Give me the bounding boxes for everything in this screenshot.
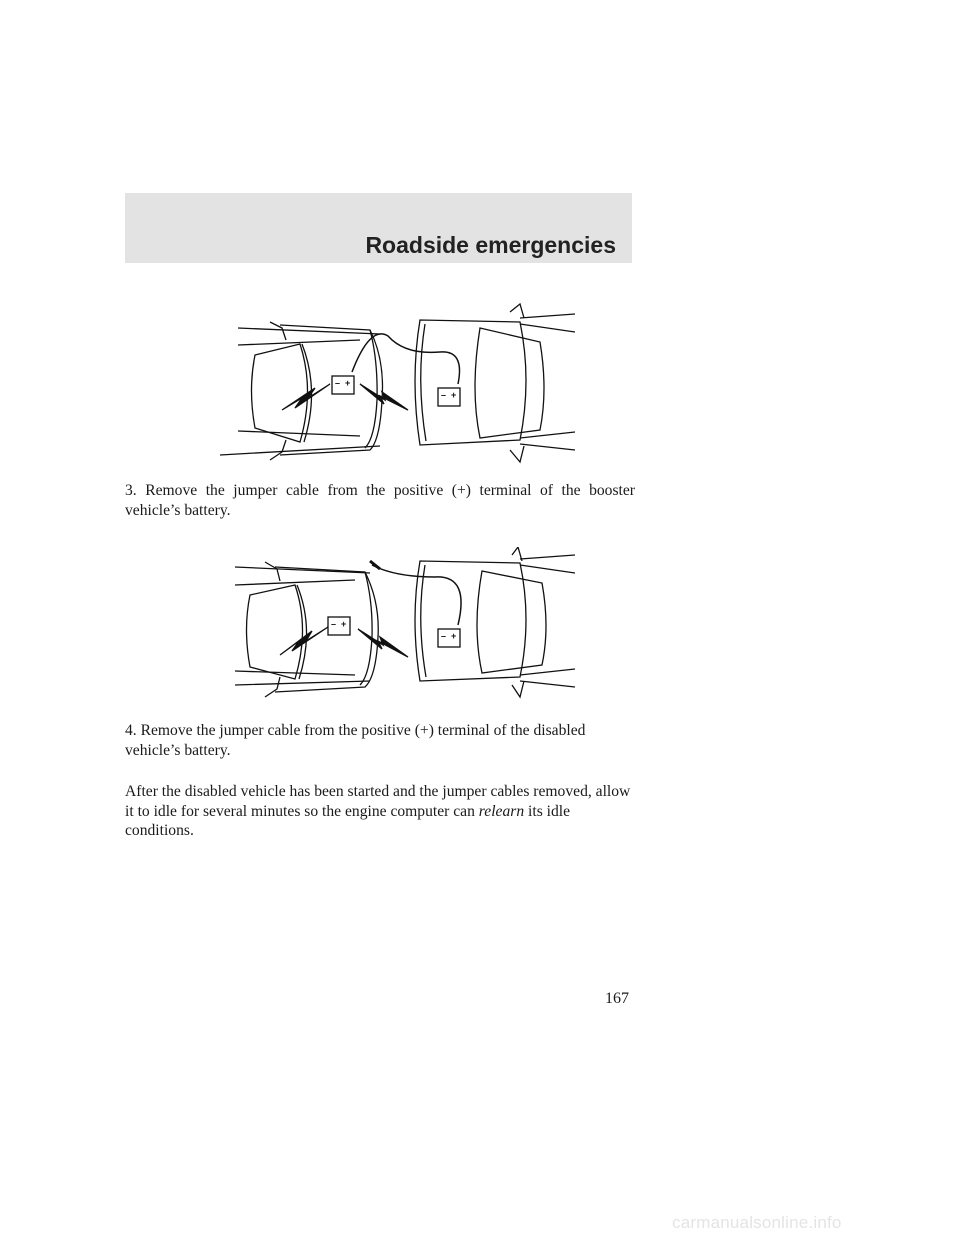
disabled-vehicle [415,547,575,697]
disabled-vehicle [415,304,575,462]
after-start-text-end: its idle conditions. [125,802,571,839]
section-title: Roadside emergencies [365,232,616,258]
jump-start-illustration-step4 [220,547,575,702]
svg-text:–: – [335,378,341,388]
page-number: 167 [605,990,629,1007]
lightning-bolt-icon [360,384,408,410]
cable-clamp-icon [370,561,380,569]
booster-battery [332,376,354,394]
booster-vehicle [235,562,378,697]
booster-battery [328,617,350,635]
jump-start-illustration-step3 [220,300,575,465]
svg-text:+: + [451,390,457,400]
watermark: carmanualsonline.info [672,1213,842,1232]
relearn-emphasis: relearn [478,802,525,820]
step-4-instruction: 4. Remove the jumper cable from the positive (+) terminal of the disabled vehicle’s battery. [125,722,586,759]
jumper-cable [352,334,460,384]
svg-text:+: + [341,619,347,629]
disabled-battery [438,629,460,647]
svg-text:+: + [345,378,351,388]
section-header-band [125,193,632,263]
after-start-text: After the disabled vehicle has been started and the jumper cables removed, allow it to idle for several minutes so the engine computer can [125,783,631,820]
step-3-instruction: 3. Remove the jumper cable from the positive (+) terminal of the booster vehicle’s battery. [125,482,635,519]
lightning-bolt-icon [282,384,330,410]
lightning-bolt-icon [280,627,328,655]
svg-text:+: + [451,631,457,641]
svg-text:–: – [441,631,447,641]
lightning-bolt-icon [358,629,408,657]
booster-vehicle [220,322,383,460]
disabled-battery [438,388,460,406]
svg-text:–: – [441,390,447,400]
svg-text:–: – [331,619,337,629]
after-start-note [125,782,635,841]
